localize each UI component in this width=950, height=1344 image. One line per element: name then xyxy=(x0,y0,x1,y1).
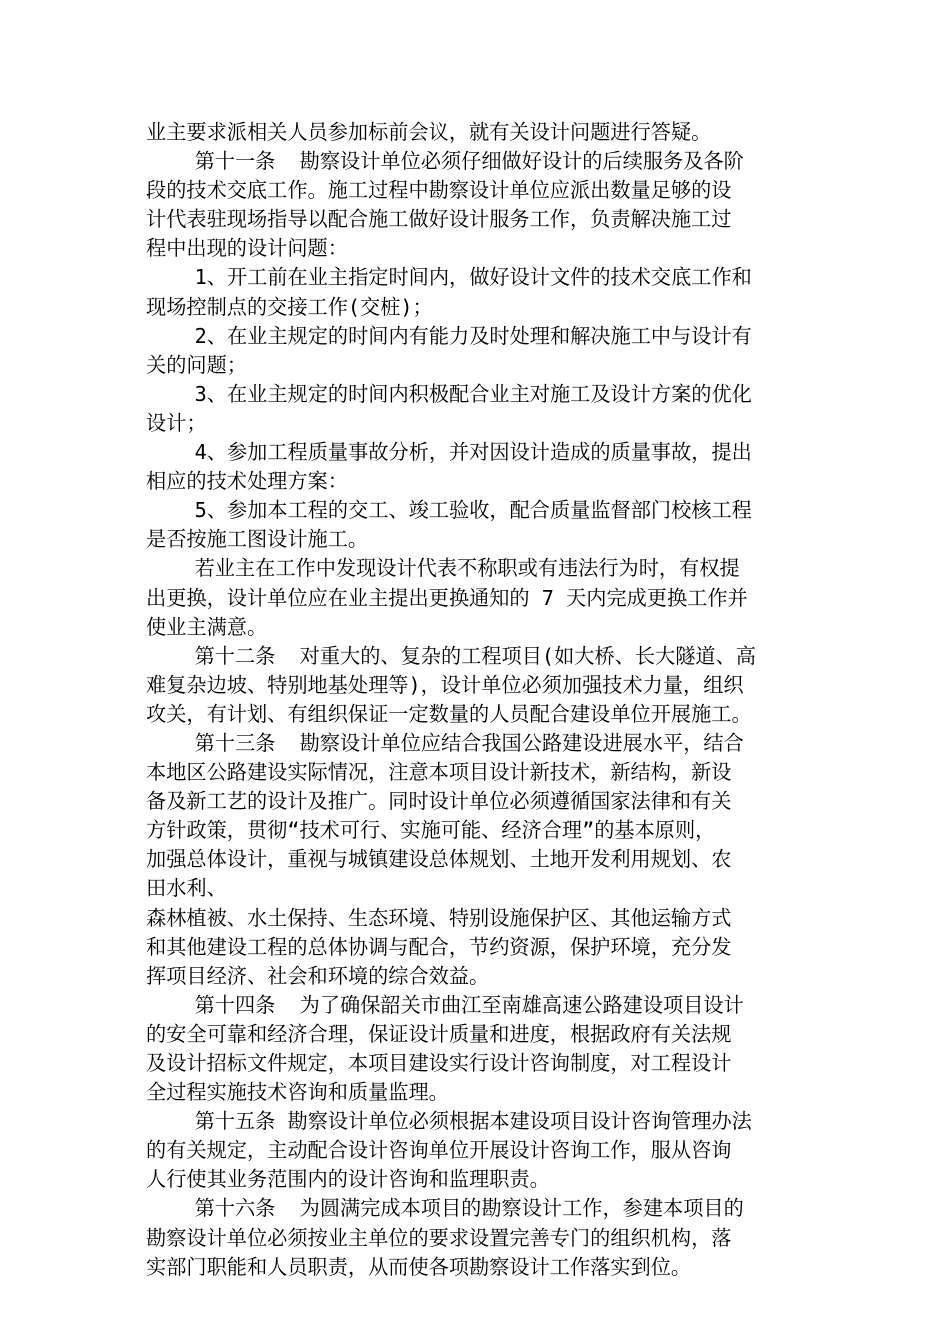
text-line: 5、参加本工程的交工、竣工验收，配合质量监督部门校核工程 xyxy=(146,498,752,523)
text-line: 出更换，设计单位应在业主提出更换通知的 7 天内完成更换工作并 xyxy=(146,585,748,610)
text-line: 难复杂边坡、特别地基处理等)，设计单位必须加强技术力量，组织 xyxy=(146,672,744,697)
document-body xyxy=(146,118,816,1282)
text-line: 第十一条 勘察设计单位必须仔细做好设计的后续服务及各阶 xyxy=(146,149,744,174)
text-line: 是否按施工图设计施工。 xyxy=(146,527,369,552)
text-line: 挥项目经济、社会和环境的综合效益。 xyxy=(146,963,490,988)
text-line: 使业主满意。 xyxy=(146,614,268,639)
text-line: 设计； xyxy=(146,410,207,435)
text-line: 全过程实施技术咨询和质量监理。 xyxy=(146,1080,449,1105)
text-line: 加强总体设计，重视与城镇建设总体规划、土地开发利用规划、农 xyxy=(146,847,732,872)
text-line: 森林植被、水土保持、生态环境、特别设施保护区、其他运输方式 xyxy=(146,905,732,930)
text-line: 计代表驻现场指导以配合施工做好设计服务工作，负责解决施工过 xyxy=(146,207,732,232)
text-line: 的安全可靠和经济合理，保证设计质量和进度，根据政府有关法规 xyxy=(146,1021,732,1046)
text-line: 及设计招标文件规定，本项目建设实行设计咨询制度，对工程设计 xyxy=(146,1051,732,1075)
text-line: 勘察设计单位必须按业主单位的要求设置完善专门的组织机构，落 xyxy=(146,1225,732,1250)
text-line: 相应的技术处理方案： xyxy=(146,469,348,494)
text-line: 第十二条 对重大的、复杂的工程项目(如大桥、长大隧道、高 xyxy=(146,643,756,668)
text-line: 第十三条 勘察设计单位应结合我国公路建设进展水平，结合 xyxy=(146,730,744,755)
text-line: 人行使其业务范围内的设计咨询和监理职责。 xyxy=(146,1167,550,1192)
text-line: 攻关，有计划、有组织保证一定数量的人员配合建设单位开展施工。 xyxy=(146,701,752,726)
text-line: 业主要求派相关人员参加标前会议，就有关设计问题进行答疑。 xyxy=(146,120,712,144)
text-line: 4、参加工程质量事故分析，并对因设计造成的质量事故，提出 xyxy=(146,440,752,465)
text-line: 关的问题； xyxy=(146,352,247,377)
text-line: 和其他建设工程的总体协调与配合，节约资源，保护环境，充分发 xyxy=(146,934,732,959)
text-line: 实部门职能和人员职责，从而使各项勘察设计工作落实到位。 xyxy=(146,1254,692,1279)
text-line: 2、在业主规定的时间内有能力及时处理和解决施工中与设计有 xyxy=(146,323,752,348)
text-line: 田水利、 xyxy=(146,876,227,901)
text-line: 第十六条 为圆满完成本项目的勘察设计工作，参建本项目的 xyxy=(146,1196,744,1221)
text-line: 3、在业主规定的时间内积极配合业主对施工及设计方案的优化 xyxy=(146,381,752,406)
text-line: 第十五条 勘察设计单位必须根据本建设项目设计咨询管理办法 xyxy=(146,1109,752,1134)
text-line: 第十四条 为了确保韶关市曲江至南雄高速公路建设项目设计 xyxy=(146,992,744,1017)
text-line: 备及新工艺的设计及推广。同时设计单位必须遵循国家法律和有关 xyxy=(146,789,732,814)
text-line: 1、开工前在业主指定时间内，做好设计文件的技术交底工作和 xyxy=(146,265,752,290)
text-line: 的有关规定，主动配合设计咨询单位开展设计咨询工作，服从咨询 xyxy=(146,1138,732,1163)
text-line: 程中出现的设计问题： xyxy=(146,236,348,261)
text-line: 段的技术交底工作。施工过程中勘察设计单位应派出数量足够的设 xyxy=(146,178,732,203)
text-line: 现场控制点的交接工作(交桩)； xyxy=(146,294,433,319)
text-line: 方针政策，贯彻“技术可行、实施可能、经济合理”的基本原则， xyxy=(146,818,716,843)
text-line: 本地区公路建设实际情况，注意本项目设计新技术，新结构，新设 xyxy=(146,760,732,785)
text-line: 若业主在工作中发现设计代表不称职或有违法行为时，有权提 xyxy=(146,556,740,581)
